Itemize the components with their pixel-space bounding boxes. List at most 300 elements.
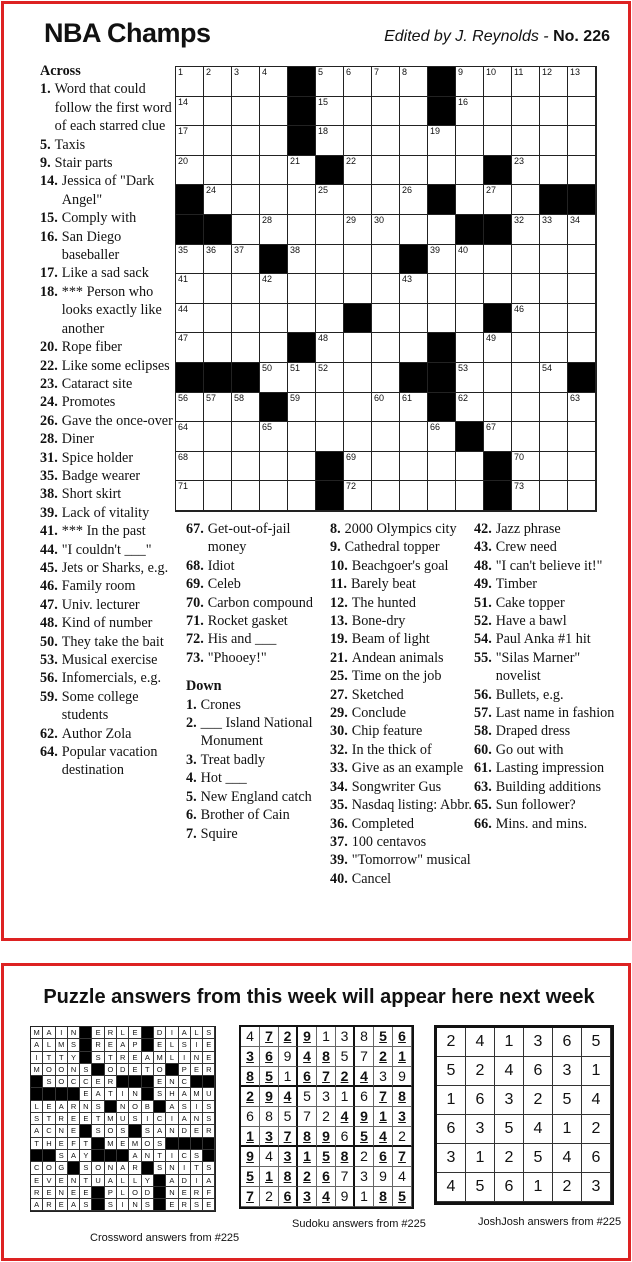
answer-letter: S [43,1076,55,1088]
grid-cell[interactable] [484,274,512,304]
grid-cell[interactable] [456,97,484,127]
grid-cell[interactable] [204,97,232,127]
grid-cell[interactable] [176,422,204,452]
grid-cell[interactable] [372,481,400,511]
cell-number: 4 [262,67,268,77]
grid-cell[interactable] [204,156,232,186]
grid-cell[interactable] [344,67,372,97]
grid-cell[interactable] [484,393,512,423]
grid-cell[interactable] [260,156,288,186]
clue-number: 24. [40,394,58,411]
clue-number: 21. [330,649,348,666]
grid-cell[interactable] [456,452,484,482]
grid-cell[interactable] [568,393,596,423]
clue-text: Bullets, e.g. [495,686,564,703]
cell-number: 37 [234,244,245,255]
grid-cell[interactable] [232,304,260,334]
grid-cell[interactable] [540,481,568,511]
clue-number: 31. [40,449,58,466]
grid-cell[interactable] [232,481,260,511]
answer-letter: E [43,1101,55,1113]
grid-cell[interactable] [344,156,372,186]
grid-cell[interactable] [176,274,204,304]
clue-number: 35. [40,467,58,484]
grid-cell[interactable] [372,245,400,275]
grid-cell[interactable] [176,304,204,334]
grid-cell[interactable] [512,185,540,215]
grid-cell[interactable] [260,452,288,482]
sudoku-cell: 2 [374,1047,393,1067]
grid-cell[interactable] [540,452,568,482]
clue-number: 54. [474,631,492,648]
grid-cell[interactable] [232,126,260,156]
grid-cell[interactable] [204,185,232,215]
grid-cell[interactable] [428,215,456,245]
grid-cell[interactable] [232,156,260,186]
across-clue [40,504,176,522]
grid-cell[interactable] [372,422,400,452]
joshjosh-cell: 1 [466,1144,495,1173]
grid-cell[interactable] [456,481,484,511]
grid-cell[interactable] [260,126,288,156]
answer-letter: T [80,1138,92,1150]
grid-cell[interactable] [288,156,316,186]
sudoku-cell: 1 [393,1047,412,1067]
grid-cell[interactable] [400,304,428,334]
answer-letter: U [92,1175,104,1187]
grid-cell[interactable] [344,422,372,452]
grid-cell[interactable] [176,452,204,482]
grid-cell[interactable] [316,97,344,127]
grid-cell[interactable] [204,245,232,275]
grid-cell[interactable] [540,422,568,452]
joshjosh-cell: 2 [582,1115,611,1144]
grid-cell[interactable] [540,304,568,334]
down-clue [330,870,476,888]
grid-cell[interactable] [204,304,232,334]
answer-black-square [92,1199,104,1211]
grid-cell[interactable] [512,215,540,245]
black-square [176,363,204,393]
puzzle-title: NBA Champs [44,18,211,48]
black-square [232,363,260,393]
sudoku-cell: 7 [374,1087,393,1107]
grid-cell[interactable] [260,185,288,215]
grid-cell[interactable] [484,363,512,393]
answer-letter: T [105,1052,117,1064]
grid-cell[interactable] [428,481,456,511]
grid-cell[interactable] [176,393,204,423]
grid-cell[interactable] [344,185,372,215]
sudoku-cell: 7 [260,1027,279,1047]
answer-letter: S [154,1162,166,1174]
answer-letter: O [56,1064,68,1076]
grid-cell[interactable] [316,126,344,156]
grid-cell[interactable] [204,422,232,452]
sudoku-cell: 8 [260,1107,279,1127]
grid-cell[interactable] [456,274,484,304]
grid-cell[interactable] [568,333,596,363]
cell-number: 46 [514,303,525,314]
grid-cell[interactable] [176,97,204,127]
clue-number: 5. [40,136,51,153]
sudoku-cell: 7 [279,1127,298,1147]
grid-cell[interactable] [512,156,540,186]
grid-cell[interactable] [232,215,260,245]
answer-letter: L [117,1175,129,1187]
grid-cell[interactable] [344,245,372,275]
grid-cell[interactable] [288,481,316,511]
answer-black-square [142,1088,154,1100]
clue-number: 4. [186,770,197,787]
sudoku-cell: 8 [298,1127,317,1147]
grid-cell[interactable] [176,126,204,156]
grid-cell[interactable] [568,422,596,452]
grid-cell[interactable] [568,274,596,304]
grid-cell[interactable] [288,393,316,423]
grid-cell[interactable] [176,245,204,275]
grid-cell[interactable] [316,333,344,363]
answer-black-square [105,1150,117,1162]
grid-cell[interactable] [456,304,484,334]
grid-cell[interactable] [512,304,540,334]
grid-cell[interactable] [176,156,204,186]
grid-cell[interactable] [568,452,596,482]
grid-cell[interactable] [204,393,232,423]
answer-letter: N [56,1187,68,1199]
grid-cell[interactable] [316,67,344,97]
grid-cell[interactable] [568,67,596,97]
grid-cell[interactable] [204,452,232,482]
grid-cell[interactable] [400,156,428,186]
answer-black-square [31,1076,43,1088]
grid-cell[interactable] [372,97,400,127]
grid-cell[interactable] [568,156,596,186]
grid-cell[interactable] [428,304,456,334]
grid-cell[interactable] [484,126,512,156]
grid-cell[interactable] [204,481,232,511]
grid-cell[interactable] [400,126,428,156]
grid-cell[interactable] [204,67,232,97]
grid-cell[interactable] [288,215,316,245]
answer-letter: A [31,1199,43,1211]
clue-text: Lack of vitality [61,504,150,521]
grid-cell[interactable] [372,304,400,334]
answer-black-square [43,1150,55,1162]
grid-cell[interactable] [372,452,400,482]
grid-cell[interactable] [512,452,540,482]
answer-letter: D [117,1064,129,1076]
sudoku-cell: 1 [374,1107,393,1127]
grid-cell[interactable] [204,126,232,156]
grid-cell[interactable] [232,245,260,275]
cell-number: 53 [458,362,469,373]
black-square [288,333,316,363]
clue-number: 34. [330,778,348,795]
grid-cell[interactable] [568,245,596,275]
across-clue [40,614,176,632]
grid-cell[interactable] [288,185,316,215]
grid-cell[interactable] [372,333,400,363]
grid-cell[interactable] [540,156,568,186]
grid-cell[interactable] [512,245,540,275]
clue-number: 15. [40,210,58,227]
grid-cell[interactable] [428,274,456,304]
grid-cell[interactable] [232,452,260,482]
grid-cell[interactable] [344,363,372,393]
grid-cell[interactable] [372,185,400,215]
clue-number: 58. [474,723,492,740]
grid-cell[interactable] [204,333,232,363]
down-clue [186,696,326,714]
grid-cell[interactable] [344,333,372,363]
grid-cell[interactable] [316,215,344,245]
grid-cell[interactable] [512,97,540,127]
grid-cell[interactable] [316,274,344,304]
grid-cell[interactable] [372,156,400,186]
grid-cell[interactable] [344,126,372,156]
grid-cell[interactable] [484,333,512,363]
grid-cell[interactable] [512,363,540,393]
grid-cell[interactable] [456,363,484,393]
answer-black-square [80,1052,92,1064]
answer-letter: T [56,1052,68,1064]
clue-number: 33. [330,760,348,777]
grid-cell[interactable] [540,215,568,245]
grid-cell[interactable] [232,67,260,97]
grid-cell[interactable] [288,304,316,334]
answer-black-square [154,1101,166,1113]
grid-cell[interactable] [232,185,260,215]
grid-cell[interactable] [344,215,372,245]
grid-cell[interactable] [372,215,400,245]
grid-cell[interactable] [260,215,288,245]
clue-text: *** Person who looks exactly like another [61,283,162,337]
answer-letter: N [166,1187,178,1199]
grid-cell[interactable] [316,393,344,423]
clue-number: 32. [330,741,348,758]
grid-cell[interactable] [372,126,400,156]
grid-cell[interactable] [344,481,372,511]
black-square [316,452,344,482]
sudoku-cell: 3 [298,1187,317,1207]
grid-cell[interactable] [344,452,372,482]
grid-cell[interactable] [456,156,484,186]
grid-cell[interactable] [428,126,456,156]
grid-cell[interactable] [288,452,316,482]
clue-text: They take the bait [61,633,164,650]
answer-black-square [31,1088,43,1100]
answer-letter: E [31,1175,43,1187]
grid-cell[interactable] [400,215,428,245]
grid-cell[interactable] [456,393,484,423]
grid-cell[interactable] [316,185,344,215]
grid-cell[interactable] [260,67,288,97]
answer-letter: E [203,1052,215,1064]
clue-text: Chip feature [351,723,423,740]
answer-letter: C [154,1113,166,1125]
clue-number: 70. [186,594,204,611]
grid-cell[interactable] [540,97,568,127]
grid-cell[interactable] [512,333,540,363]
grid-cell[interactable] [232,393,260,423]
grid-cell[interactable] [344,274,372,304]
grid-cell[interactable] [568,97,596,127]
grid-cell[interactable] [400,481,428,511]
grid-cell[interactable] [540,67,568,97]
grid-cell[interactable] [540,274,568,304]
grid-cell[interactable] [428,156,456,186]
grid-cell[interactable] [372,274,400,304]
answer-letter: I [142,1113,154,1125]
cell-number: 72 [346,481,357,492]
answer-letter: L [43,1039,55,1051]
answer-black-square [203,1150,215,1162]
answer-letter: C [68,1076,80,1088]
grid-cell[interactable] [260,304,288,334]
clue-text: Hot ___ [200,770,247,787]
sudoku-cell: 2 [317,1107,336,1127]
grid-cell[interactable] [176,67,204,97]
grid-cell[interactable] [540,245,568,275]
grid-cell[interactable] [400,97,428,127]
cell-number: 67 [486,422,497,433]
clue-number: 57. [474,705,492,722]
grid-cell[interactable] [540,393,568,423]
grid-cell[interactable] [456,67,484,97]
sudoku-cell: 1 [298,1147,317,1167]
grid-cell[interactable] [288,274,316,304]
grid-cell[interactable] [568,304,596,334]
grid-cell[interactable] [232,333,260,363]
black-square [288,67,316,97]
grid-cell[interactable] [484,67,512,97]
grid-cell[interactable] [316,363,344,393]
sudoku-cell: 8 [374,1187,393,1207]
grid-cell[interactable] [540,363,568,393]
grid-cell[interactable] [456,126,484,156]
grid-cell[interactable] [540,126,568,156]
answer-letter: B [142,1101,154,1113]
grid-cell[interactable] [260,422,288,452]
answer-letter: R [203,1064,215,1076]
grid-cell[interactable] [456,185,484,215]
grid-cell[interactable] [484,185,512,215]
grid-cell[interactable] [260,97,288,127]
grid-cell[interactable] [288,245,316,275]
grid-cell[interactable] [260,363,288,393]
grid-cell[interactable] [400,185,428,215]
grid-cell[interactable] [428,452,456,482]
grid-cell[interactable] [428,422,456,452]
answer-letter: N [56,1125,68,1137]
cell-number: 48 [318,333,329,344]
answer-black-square [166,1138,178,1150]
grid-cell[interactable] [316,422,344,452]
sudoku-cell: 2 [393,1127,412,1147]
answer-letter: M [105,1113,117,1125]
grid-cell[interactable] [568,481,596,511]
grid-cell[interactable] [260,274,288,304]
answer-letter: C [31,1162,43,1174]
across-clue [40,338,176,356]
grid-cell[interactable] [288,363,316,393]
clue-number: 53. [40,652,58,668]
crossword-grid[interactable] [175,66,597,512]
grid-cell[interactable] [316,304,344,334]
grid-cell[interactable] [372,363,400,393]
grid-cell[interactable] [344,393,372,423]
grid-cell[interactable] [232,97,260,127]
clue-number: 39. [330,852,348,869]
answer-black-square [56,1088,68,1100]
sudoku-cell: 8 [279,1167,298,1187]
grid-cell[interactable] [260,333,288,363]
grid-cell[interactable] [456,245,484,275]
grid-cell[interactable] [512,481,540,511]
answer-letter: A [203,1175,215,1187]
grid-cell[interactable] [484,97,512,127]
grid-cell[interactable] [512,126,540,156]
grid-cell[interactable] [484,422,512,452]
grid-cell[interactable] [400,422,428,452]
grid-cell[interactable] [260,481,288,511]
grid-cell[interactable] [232,274,260,304]
grid-cell[interactable] [512,393,540,423]
grid-cell[interactable] [540,333,568,363]
answer-black-square [80,1027,92,1039]
grid-cell[interactable] [288,422,316,452]
down-clue [330,759,476,777]
grid-cell[interactable] [372,393,400,423]
grid-cell[interactable] [568,126,596,156]
grid-cell[interactable] [512,422,540,452]
grid-cell[interactable] [400,333,428,363]
grid-cell[interactable] [512,67,540,97]
answer-letter: A [56,1101,68,1113]
grid-cell[interactable] [316,245,344,275]
grid-cell[interactable] [484,245,512,275]
grid-cell[interactable] [372,67,400,97]
grid-cell[interactable] [176,333,204,363]
answer-letter: E [191,1064,203,1076]
grid-cell[interactable] [428,245,456,275]
grid-cell[interactable] [512,274,540,304]
grid-cell[interactable] [176,481,204,511]
grid-cell[interactable] [456,333,484,363]
grid-cell[interactable] [400,452,428,482]
cell-number: 16 [458,96,469,107]
grid-cell[interactable] [400,274,428,304]
answer-letter: D [179,1125,191,1137]
answer-letter: L [117,1027,129,1039]
down-clues-col3 [330,520,476,888]
grid-cell[interactable] [568,215,596,245]
answer-letter: L [191,1027,203,1039]
clue-number: 36. [330,815,348,832]
grid-cell[interactable] [400,393,428,423]
answer-letter: D [179,1175,191,1187]
black-square [260,245,288,275]
grid-cell[interactable] [400,67,428,97]
grid-cell[interactable] [204,274,232,304]
joshjosh-cell: 1 [582,1057,611,1086]
grid-cell[interactable] [344,97,372,127]
clue-text: Rocket gasket [207,613,288,630]
answer-letter: R [56,1113,68,1125]
grid-cell[interactable] [232,422,260,452]
black-square [428,97,456,127]
